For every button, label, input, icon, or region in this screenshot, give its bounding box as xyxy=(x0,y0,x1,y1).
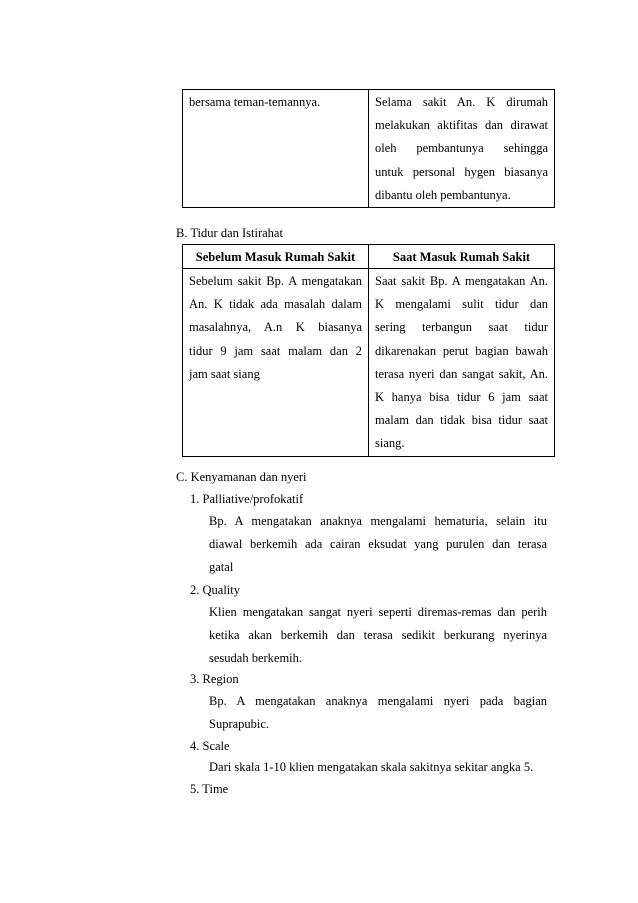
list-item-body xyxy=(209,756,547,779)
assessment-table-continued xyxy=(182,89,555,208)
column-header-after: Saat Masuk Rumah Sakit xyxy=(369,245,555,269)
list-item-label: 1. Palliative/profokatif xyxy=(190,492,304,506)
list-item-body xyxy=(209,690,547,736)
cell-line: dikarenakan perut bagian bawah xyxy=(375,343,548,358)
cell-line: malam dan tidak bisa tidur saat xyxy=(375,413,548,428)
body-line: Bp. A mengatakan anaknya mengalami hematuria, selain itu xyxy=(209,514,547,528)
cell-line: Sebelum sakit Bp. A mengatakan xyxy=(189,274,362,288)
list-item-label: 3. Region xyxy=(190,672,239,686)
cell-line: melakukan aktifitas dan dirawat xyxy=(375,118,548,133)
body-line: Bp. A mengatakan anaknya mengalami nyeri pada bagian xyxy=(209,694,547,708)
cell-line: dibantu oleh pembantunya. xyxy=(375,187,511,202)
body-line: ketika akan berkemih dan terasa sedikit berkurang nyerinya xyxy=(209,628,547,643)
list-item-label: 5. Time xyxy=(190,782,229,796)
cell-line: Selama sakit An. K dirumah xyxy=(375,95,548,109)
cell-line: Saat sakit Bp. A mengatakan An. xyxy=(375,274,548,288)
body-line: sesudah berkemih. xyxy=(209,651,303,666)
body-line: gatal xyxy=(209,560,234,575)
cell-line: An. K tidak ada masalah dalam xyxy=(189,297,362,312)
cell-line: masalahnya, A.n K biasanya xyxy=(189,320,362,335)
cell-line: jam saat siang xyxy=(189,366,260,381)
column-header-before: Sebelum Masuk Rumah Sakit xyxy=(183,245,369,269)
section-heading-sleep: B. Tidur dan Istirahat xyxy=(176,226,283,240)
body-line: Suprapubic. xyxy=(209,717,270,732)
cell-line: tidur 9 jam saat malam dan 2 xyxy=(189,343,362,358)
sleep-rest-table xyxy=(182,244,555,457)
table-cell-after xyxy=(369,269,555,457)
cell-line: K mengalami sulit tidur dan xyxy=(375,297,548,312)
list-item-label: 2. Quality xyxy=(190,583,240,597)
cell-line: siang. xyxy=(375,436,405,451)
cell-line: oleh pembantunya sehingga xyxy=(375,141,548,156)
cell-line: K hanya bisa tidur 6 jam saat xyxy=(375,390,548,405)
section-heading-comfort-pain: C. Kenyamanan dan nyeri xyxy=(176,470,307,484)
cell-line: sering terbangun saat tidur xyxy=(375,320,548,335)
list-item-body xyxy=(209,510,547,580)
cell-text: bersama teman-temannya. xyxy=(189,95,321,109)
cell-line: untuk personal hygen biasanya xyxy=(375,164,548,179)
table-cell-after xyxy=(369,90,555,208)
table-cell-before xyxy=(183,90,369,208)
body-line: diawal berkemih ada cairan eksudat yang purulen dan terasa xyxy=(209,537,547,552)
cell-line: terasa nyeri dan sangat sakit, An. xyxy=(375,366,548,381)
table-cell-before xyxy=(183,269,369,457)
body-line: Klien mengatakan sangat nyeri seperti diremas-remas dan perih xyxy=(209,605,547,619)
list-item-label: 4. Scale xyxy=(190,739,230,753)
body-line: Dari skala 1-10 klien mengatakan skala sakitnya sekitar angka 5. xyxy=(209,760,534,774)
list-item-body xyxy=(209,601,547,671)
